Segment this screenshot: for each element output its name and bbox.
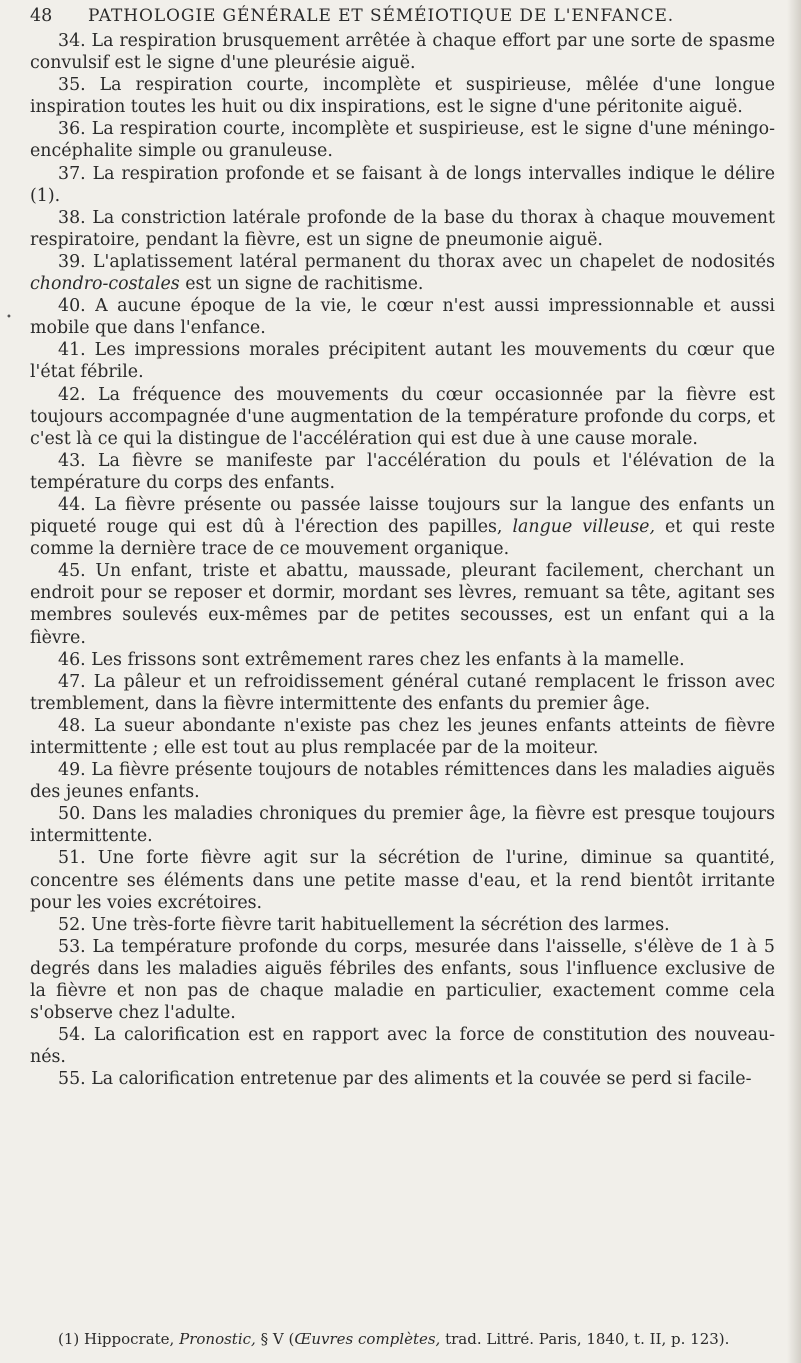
paragraph-number: 43. (58, 450, 86, 471)
paragraph (30, 1024, 775, 1068)
paragraph-number: 34. (58, 31, 86, 51)
paragraph-number: 42. (58, 384, 86, 405)
footnote-works: Œuvres complètes, (294, 1330, 441, 1348)
paragraph-number: 46. (58, 649, 86, 670)
paragraph (30, 671, 775, 715)
paragraph-text: La respiration courte, incomplète et suspirieuse, mêlée d'une longue inspiration toutes les huit ou dix inspirations, est le signe d'une péritonite aiguë. (30, 75, 775, 118)
paragraph-text: et qui reste comme la dernière trace de ce mouvement organique. (30, 517, 776, 560)
footnote-title: Pronostic, (179, 1330, 256, 1348)
running-title: PATHOLOGIE GÉNÉRALE ET SÉMÉIOTIQUE DE L'ENFANCE. (88, 6, 675, 26)
paragraph-number: 41. (58, 340, 86, 361)
italic-term: langue villeuse, (512, 517, 655, 538)
paragraph-number: 50. (58, 804, 86, 825)
paragraph-text: La fièvre se manifeste par l'accélération du pouls et l'élévation de la température du corps des enfants. (30, 450, 775, 493)
paragraph (30, 295, 775, 339)
paragraph-number: 49. (58, 760, 86, 781)
paragraph-text: La respiration brusquement arrêtée à chaque effort par une sorte de spasme convulsif est le signe d'une pleurésie aiguë. (30, 31, 775, 74)
paragraph-text: Dans les maladies chroniques du premier âge, la fièvre est presque toujours intermittente. (30, 804, 775, 847)
page-header (30, 4, 770, 30)
paragraph-text: La respiration courte, incomplète et suspirieuse, est le signe d'une méningo-encéphalite simple ou granuleuse. (30, 119, 776, 162)
paragraph-text: La pâleur et un refroidissement général cutané remplacent le frisson avec tremblement, dans la fièvre intermittente des enfants du premier âge. (30, 671, 775, 714)
footnote-lead: (1) Hippocrate, (58, 1330, 175, 1348)
paragraph-number: 38. (58, 207, 86, 228)
paragraph-number: 36. (58, 119, 86, 140)
paragraph (30, 339, 775, 383)
body-text (30, 30, 775, 1091)
paragraph-text: Les impressions morales précipitent autant les mouvements du cœur que l'état fébrile. (30, 340, 775, 383)
paragraph-number: 51. (58, 848, 86, 869)
paragraph-text: La calorification est en rapport avec la force de constitution des nouveau-nés. (30, 1025, 775, 1068)
paragraph (30, 649, 775, 671)
footnote-section: § V ( (260, 1330, 295, 1348)
paragraph (30, 74, 775, 118)
paragraph-number: 39. (58, 251, 86, 272)
paragraph (30, 1068, 775, 1090)
paragraph (30, 207, 775, 251)
paragraph-text: La calorification entretenue par des aliments et la couvée se perd si facile- (91, 1069, 752, 1090)
paragraph (30, 163, 775, 207)
paragraph (30, 384, 775, 450)
paragraph-number: 45. (58, 561, 86, 582)
paragraph (30, 494, 775, 560)
paragraph (30, 914, 775, 936)
paragraph (30, 560, 775, 648)
paragraph (30, 759, 775, 803)
paragraph-number: 35. (58, 75, 86, 96)
paragraph-number: 53. (58, 936, 86, 957)
paragraph (30, 30, 775, 74)
paragraph-text: Une très-forte fièvre tarit habituellement la sécrétion des larmes. (91, 914, 670, 935)
paragraph (30, 450, 775, 494)
italic-term: chondro-costales (30, 274, 180, 295)
paragraph-text: La fièvre présente toujours de notables rémittences dans les maladies aiguës des jeunes enfants. (30, 760, 776, 803)
paragraph-text: La température profonde du corps, mesurée dans l'aisselle, s'élève de 1 à 5 degrés dans les maladies aiguës fébriles des enfants, sous l'influence exclusive de la fièvre et non pas de chaque maladie en particulier, exactement comme cela s'observe chez l'adulte. (30, 936, 775, 1024)
page-edge-shadow (787, 0, 801, 1363)
paragraph-number: 47. (58, 671, 86, 692)
paragraph-number: 48. (58, 715, 86, 736)
paragraph-text: Les frissons sont extrêmement rares chez les enfants à la mamelle. (91, 649, 685, 670)
paragraph (30, 847, 775, 913)
paragraph-text: A aucune époque de la vie, le cœur n'est aussi impressionnable et aussi mobile que dans l'enfance. (30, 296, 775, 339)
paragraph-number: 40. (58, 296, 86, 317)
page-number: 48 (30, 6, 53, 26)
margin-mark: • (6, 312, 12, 323)
paragraph-text: La fièvre présente ou passée laisse toujours sur la langue des enfants un piqueté rouge qui est dû à l'érection des papilles, (30, 494, 775, 538)
paragraph (30, 803, 775, 847)
paragraph-text: Un enfant, triste et abattu, maussade, pleurant facilement, cherchant un endroit pour se reposer et dormir, mordant ses lèvres, remuant sa tête, agitant ses membres soulevés eux-mêmes par de petites secousses, est un enfant qui a la fièvre. (30, 561, 776, 648)
paragraph-text: La constriction latérale profonde de la base du thorax à chaque mouvement respiratoire, pendant la fièvre, est un signe de pneumonie aiguë. (30, 207, 775, 250)
paragraph-text: La sueur abondante n'existe pas chez les jeunes enfants atteints de fièvre intermittente ; elle est tout au plus remplacée par de la moiteur. (30, 715, 775, 758)
paragraph-text: Une forte fièvre agit sur la sécrétion de l'urine, diminue sa quantité, concentre ses éléments dans une petite masse d'eau, et la rend bientôt irritante pour les voies excrétoires. (30, 848, 775, 913)
footnote-reference: trad. Littré. Paris, 1840, t. II, p. 123). (445, 1330, 730, 1348)
paragraph-number: 44. (58, 494, 86, 515)
paragraph-number: 55. (58, 1069, 86, 1090)
paragraph (30, 118, 775, 162)
paragraph-text: L'aplatissement latéral permanent du thorax avec un chapelet de nodosités (92, 251, 775, 272)
paragraph (30, 936, 775, 1024)
paragraph-number: 54. (58, 1025, 86, 1046)
paragraph-number: 37. (58, 163, 86, 184)
paragraph-text: La respiration profonde et se faisant à de longs intervalles indique le délire (1). (30, 163, 776, 206)
paragraph-text: La fréquence des mouvements du cœur occasionnée par la fièvre est toujours accompagnée d'une augmentation de la température profonde du corps, et c'est là ce qui la distingue de l'accélération qui est due à une cause morale. (30, 384, 775, 449)
paragraph (30, 715, 775, 759)
paragraph (30, 251, 775, 295)
paragraph-text: est un signe de rachitisme. (185, 274, 424, 295)
footnote (58, 1329, 788, 1349)
paragraph-number: 52. (58, 914, 86, 935)
